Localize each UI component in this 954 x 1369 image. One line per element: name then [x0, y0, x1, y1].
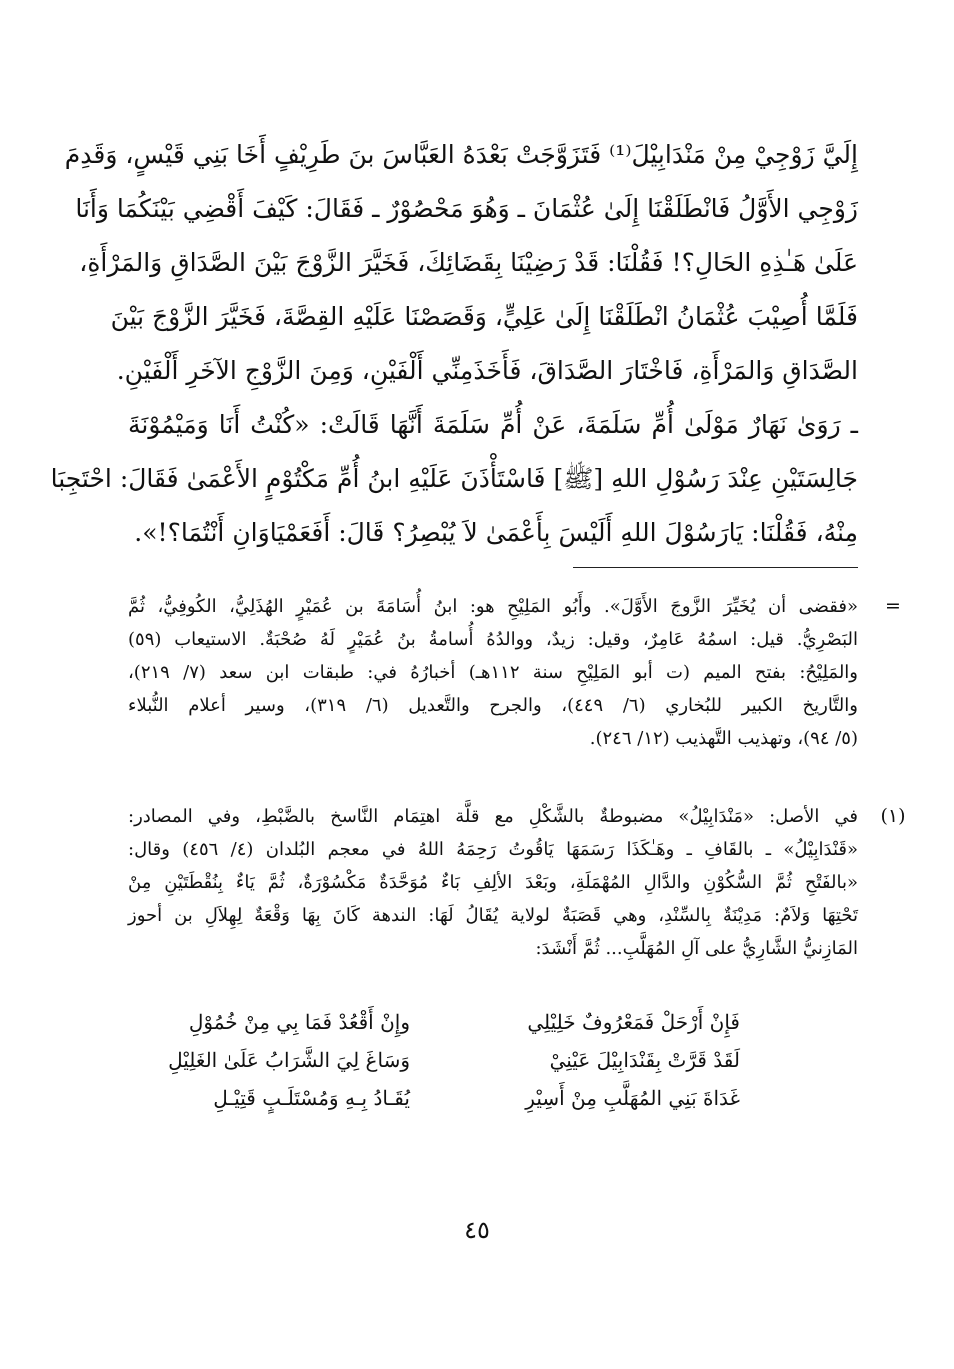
- footnote-line: تَحْتِهَا وَلاَمٌ: مَدِيْنَةٌ بِالسِّنْدِ، وهي قَصَبَةٌ لولاية يُقَالُ لَهَا: الندهة كَانَ بِهَا وَقْعَةٌ لِهِلاَلِ بن أحوز: [128, 905, 858, 926]
- main-text-block: [50, 128, 858, 560]
- main-text-line: إِلَيَّ زَوْجِيْ مِنْ مَنْدَابِيْلَ⁽¹⁾ فَتَزَوَّجَتْ بَعْدَهُ العَبَّاسَ بنَ طَرِيْفٍ أَخَا بَنِي قَيْسٍ، وَقَدِمَ: [64, 140, 858, 169]
- footnote-marker: =: [885, 595, 901, 617]
- main-text-line: الصَّدَاقِ وَالمَرْأَةِ، فَاخْتَارَ الصَّدَاقَ، فَأَخَذَمِنِّي أَلْفَيْنِ، وَمِنَ الزَّوْجِ الآخَرِ أَلْفَيْنِ.: [116, 356, 858, 385]
- footnote-line: «فقضى أن يُخَيِّرَ الزَّوجَ الأَوَّلَ». وأَبُو المَلِيْحِ هو: ابنُ أُسَامَةَ بن عُمَيْرٍ الهُذَلِيُّ، الكُوفِيُّ، ثُمَّ: [128, 596, 858, 617]
- verse-second-hemistich: وَسَاغَ لِيَ الشَّرَابُ عَلَىٰ الغَلِيْلِ: [168, 1048, 410, 1072]
- main-text-line: ـ رَوَىٰ نَهَارٌ مَوْلَىٰ أُمِّ سَلَمَةَ، عَنْ أُمِّ سَلَمَةَ أَنَّهَا قَالَتْ: «كُنْتُ أَنَا وَمَيْمُوْنَةَ: [128, 410, 858, 439]
- page-number: ٤٥: [464, 1216, 490, 1244]
- footnote-1: [128, 800, 906, 965]
- main-text-line: جَالِسَتَيْنِ عِنْدَ رَسُوْلِ اللهِ [ﷺ] فَاسْتَأْذَنَ عَلَيْهِ ابنُ أُمِّ مَكْتُوْمٍ الأَعْمَىٰ فَقَالَ: احْتَجِبَا: [50, 464, 858, 493]
- footnote-continued: [128, 590, 901, 755]
- footnote-line: (٥/ ٩٤)، وتهذيب التَّهذيب (١٢/ ٢٤٦).: [589, 728, 858, 749]
- poem-verse: [170, 1041, 740, 1079]
- poem-verses: [170, 1003, 740, 1117]
- footnote-line: والمَلِيْحُ: بفتح الميم (ت أبو المَلِيْحِ سنة ١١٢هـ) أخبارُهُ في: طبقات ابن سعد (٧/ ٢١٩)،: [128, 662, 858, 683]
- poem-verse: [170, 1003, 740, 1041]
- poem-verse: [170, 1079, 740, 1117]
- footnote-line: والتَّاريخ الكبير للبُخاري (٦/ ٤٤٩)، والجرح والتَّعديل (٦/ ٣١٩)، وسير أعلام النُّبلاء: [128, 695, 858, 716]
- footnote-line: في الأصل: «مَنْدَابِيْلُ» مضبوطةٌ بالشَّكْلِ مع قلَّة اهتِمَام النَّاسخ بالضَّبْطِ، وفي المصادر:: [128, 806, 858, 827]
- main-text-line: فَلَمَّا أُصِيْبَ عُثْمَانُ انْطَلَقْنَا إِلَىٰ عَلِيٍّ، وَقَصَصْنَا عَلَيْهِ القِصَّةَ، فَخَيَّرَ الزَّوْجَ بَيْنَ: [110, 302, 858, 331]
- verse-second-hemistich: وإِنْ أَقْعُدْ فَمَا بِي مِنْ خُمُوْلِ: [188, 1010, 410, 1034]
- footnote-line: «بالفَتْحِ ثُمَّ السُّكُوْنِ والدَّالِ المُهْمَلَةِ، وبَعْدَ الألِفِ بَاءٌ مُوَحَّدَةٌ مَكْسُوْرَةٌ، ثُمَّ يَاءٌ بِنُقْطَتَيْنِ مِنْ: [128, 872, 858, 893]
- footnote-line: «قَنْدَابِيْلُ» ـ بالقَافِ ـ وهَـٰكَذَا رَسَمَهَا يَاقُوتُ رَحِمَهُ اللهُ في معجم البُلدان (٤/ ٤٥٦) وقال:: [128, 839, 858, 860]
- main-text-line: عَلَىٰ هَـٰذِهِ الحَالِ؟! فَقُلْنَا: قَدْ رَضِيْنَا بِقَضَائِكَ، فَخَيَّرَ الزَّوْجَ بَيْنَ الصَّدَاقِ وَالمَرْأَةِ،: [79, 248, 858, 277]
- verse-first-hemistich: غَدَاةَ بَنِي المُهَلَّبِ مِنْ أَسِيْرِ: [525, 1086, 740, 1110]
- footnote-line: البَصْرِيُّ. قيل: اسمُهُ عَامِرٌ، وقيل: زيدٌ، ووالدُهُ أُسامةُ بنُ عُمَيْرٍ لَهُ صُحْبَةٌ. الاستيعاب (٥٩): [128, 629, 858, 650]
- verse-first-hemistich: فَإِنْ أَرْحَلْ فَمَعْرُوفٌ خَلِيْلِي: [527, 1010, 740, 1034]
- footnote-marker: (١): [880, 805, 906, 827]
- verse-first-hemistich: لَقَدْ قَرَّتْ بِقَنْدَابِيْلَ عَيْنِيْ: [549, 1048, 740, 1072]
- main-text-line: مِنْهُ، فَقُلْنَا: يَارَسُوْلَ اللهِ أَلَيْسَ بِأَعْمَىٰ لاَ يُبْصِرُ؟ قَالَ: أَفَعَمْيَاوَانِ أَنْتُمَا؟!».: [134, 518, 858, 547]
- footnote-line: المَازِنيُّ الشَّارِيُّ على آلِ المُهَلَّبِ... ثُمَّ أَنْشَدَ:: [535, 938, 858, 959]
- main-text-line: زَوْجِي الأَوَّلُ فَانْطَلَقْنَا إِلَىٰ عُثْمَانَ ـ وَهُوَ مَحْصُوْرٌ ـ فَقَالَ: كَيْفَ أَقْضِي بَيْنَكُمَا وَأَنَا: [75, 194, 858, 223]
- verse-second-hemistich: يُقَـادُ بِـهِ وَمُسْتَلَـبٍ قَتِيْـلِ: [213, 1086, 410, 1110]
- footnote-separator: [573, 567, 858, 568]
